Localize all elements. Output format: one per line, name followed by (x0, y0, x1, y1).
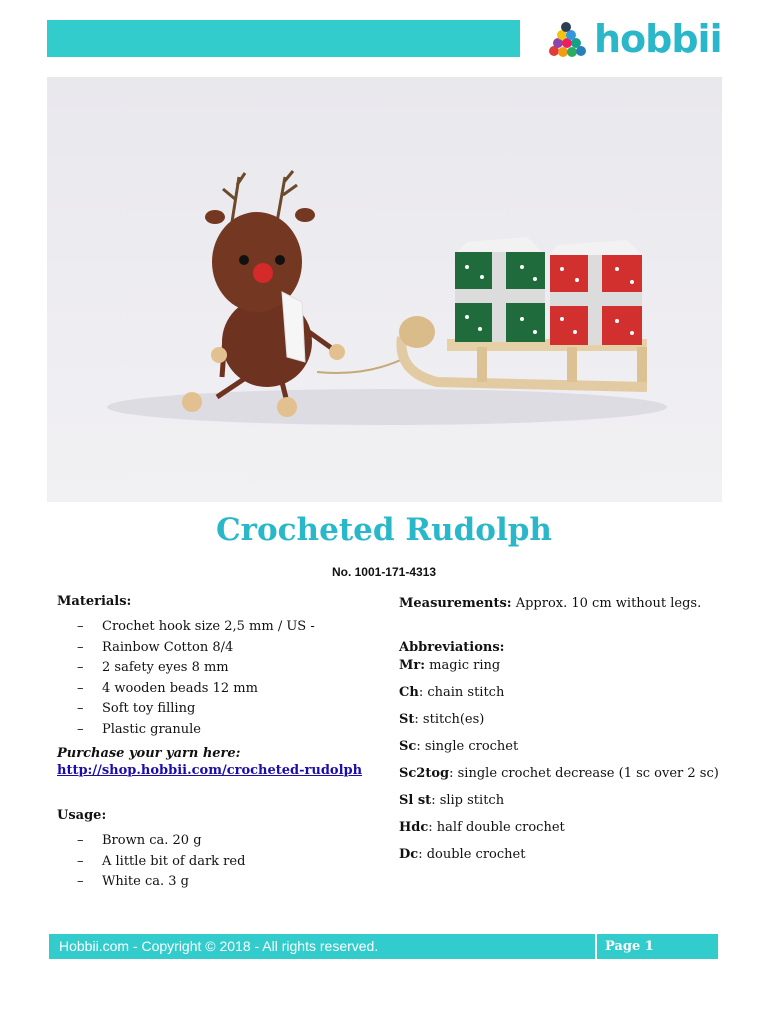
list-item: – Soft toy filling (57, 699, 377, 720)
yarn-pile-icon (546, 19, 592, 59)
abbr-term: Ch (399, 685, 419, 700)
document-title: Crocheted Rudolph (216, 512, 552, 548)
abbr-term: Sc2tog (399, 766, 450, 781)
abbr-definition: : slip stitch (431, 793, 505, 808)
list-item (399, 846, 739, 873)
list-item (399, 711, 739, 738)
materials-list (57, 617, 377, 740)
abbr-term: Mr: (399, 658, 426, 673)
abbr-definition: : double crochet (418, 847, 526, 862)
abbr-term: Sl st (399, 793, 432, 808)
abbr-term: Hdc (399, 820, 429, 835)
usage-list (57, 831, 377, 893)
list-item (399, 657, 739, 684)
list-item: – 4 wooden beads 12 mm (57, 679, 377, 700)
list-item: – Plastic granule (57, 720, 377, 741)
abbr-definition: : stitch(es) (414, 712, 485, 727)
abbr-definition: : single crochet (416, 739, 519, 754)
measurements (399, 594, 739, 614)
list-item: – A little bit of dark red (57, 852, 377, 873)
usage-heading: Usage: (57, 808, 107, 823)
list-item: – Rainbow Cotton 8/4 (57, 638, 377, 659)
header-bar (47, 20, 520, 57)
abbr-term: St (399, 712, 415, 727)
list-item (399, 792, 739, 819)
purchase-link[interactable]: http://shop.hobbii.com/crocheted-rudolph (57, 763, 363, 778)
list-item: – Brown ca. 20 g (57, 831, 377, 852)
materials-heading: Materials: (57, 594, 132, 609)
abbreviations-heading: Abbreviations: (399, 640, 505, 655)
abbr-definition: : half double crochet (428, 820, 565, 835)
abbr-definition: magic ring (425, 658, 501, 673)
right-column (399, 594, 739, 873)
hobbii-logo[interactable] (546, 14, 726, 64)
list-item: – Crochet hook size 2,5 mm / US - (57, 617, 377, 638)
document-number: No. 1001-171-4313 (331, 565, 437, 579)
list-item (399, 684, 739, 711)
purchase-label: Purchase your yarn here: (57, 746, 241, 761)
abbreviations-list (399, 657, 739, 873)
page-number: Page 1 (597, 934, 718, 959)
abbr-definition: : single crochet decrease (1 sc over 2 sc) (449, 766, 719, 781)
product-photo (47, 77, 722, 502)
measurements-value: Approx. 10 cm without legs. (511, 596, 702, 611)
list-item (399, 819, 739, 846)
list-item (399, 765, 739, 792)
footer-copyright: Hobbii.com - Copyright © 2018 - All rights reserved. (49, 934, 595, 959)
measurements-label: Measurements: (399, 596, 512, 611)
list-item (399, 738, 739, 765)
abbr-term: Sc (399, 739, 417, 754)
logo-wordmark: hobbii (594, 17, 722, 61)
left-column (57, 594, 377, 893)
list-item: – White ca. 3 g (57, 872, 377, 893)
abbr-term: Dc (399, 847, 419, 862)
abbr-definition: : chain stitch (418, 685, 505, 700)
list-item: – 2 safety eyes 8 mm (57, 658, 377, 679)
